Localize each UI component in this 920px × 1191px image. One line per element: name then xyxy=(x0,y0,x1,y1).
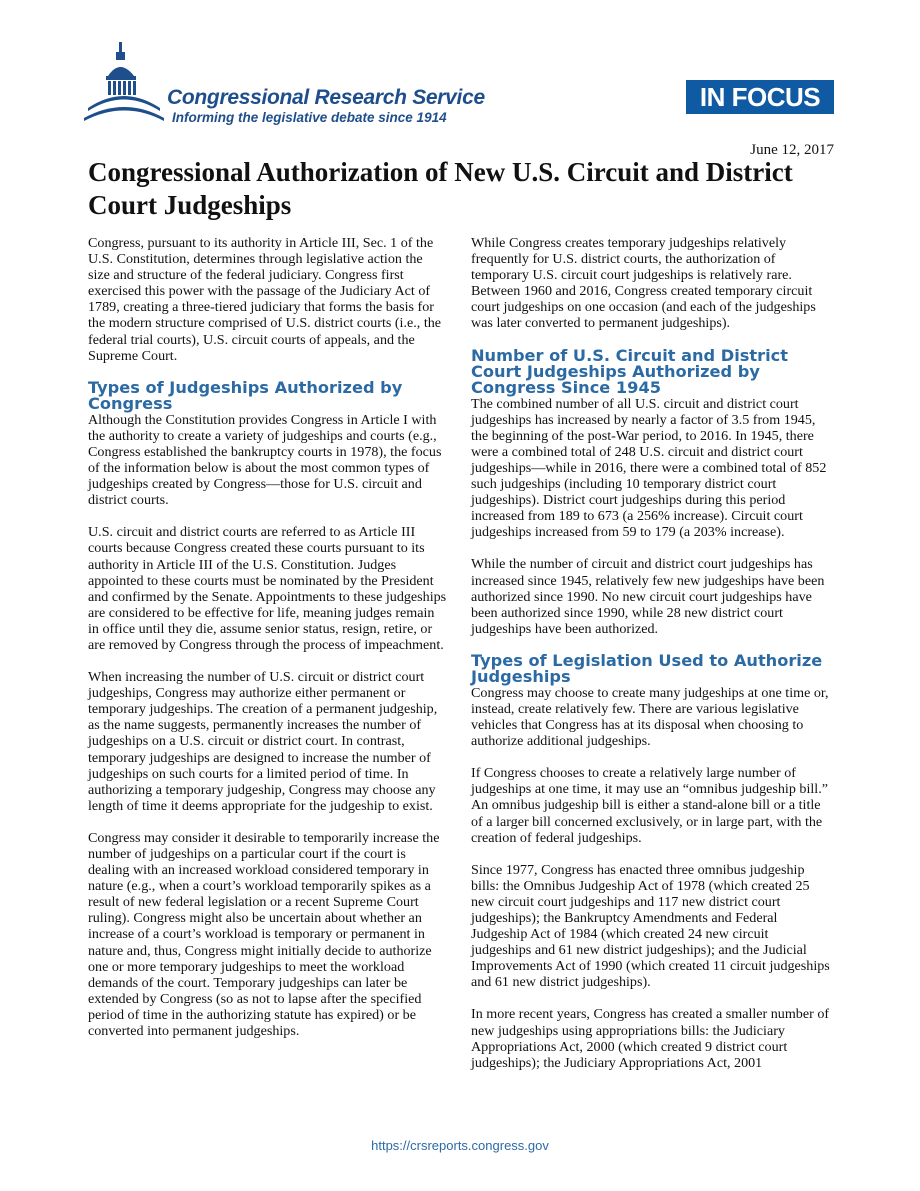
section-heading-number-of-judgeships: Number of U.S. Circuit and District Court Judgeships Authorized by Congress Since 1945 xyxy=(471,345,789,397)
body-paragraph: While the number of circuit and district court judgeships has increased since 1945, relatively few new judgeships have been authorized since 1990. No new circuit court judgeships have been authorized since 1990, while 28 new district court judgeships have been authorized. xyxy=(471,556,825,637)
body-paragraph: When increasing the number of U.S. circuit or district court judgeships, Congress may authorize either permanent or temporary judgeships. The creation of a permanent judgeship, as the name suggests, permanently increases the number of judgeships on a U.S. circuit or district court. In contrast, temporary judgeships are designed to increase the number of judgeships on such courts for a limited period of time. In authorizing a temporary judgeship, Congress may choose any length of time it deems appropriate for the judgeship to exist. xyxy=(88,669,438,814)
body-paragraph: Congress may choose to create many judgeships at one time or, instead, create relatively few. There are various legislative vehicles that Congress has at its disposal when choosing to authorize additional judgeships. xyxy=(471,684,829,750)
body-paragraph: While Congress creates temporary judgeships relatively frequently for U.S. district courts, the authorization of temporary U.S. circuit court judgeships is relatively rare. Between 1960 and 2016, Congress created temporary circuit court judgeships on one occasion (and each of the judgeships was later converted to permanent judgeships). xyxy=(471,235,816,332)
publication-date: June 12, 2017 xyxy=(750,142,834,158)
right-column xyxy=(471,235,831,1087)
section-heading-types-of-judgeships: Types of Judgeships Authorized by Congress xyxy=(88,377,403,413)
body-paragraph: U.S. circuit and district courts are referred to as Article III courts because Congress created these courts pursuant to its authority in Article III of the U.S. Constitution. Judges appointed to these courts must be nominated by the President and confirmed by the Senate. Appointments to these judgeships are considered to be effective for life, meaning judges remain in office until they die, assume senior status, resign, retire, or are removed by Congress through the process of impeachment. xyxy=(88,524,447,653)
body-paragraph: The combined number of all U.S. circuit and district court judgeships has increased by nearly a factor of 3.5 from 1945, the beginning of the post-War period, to 2016. In 1945, there were a combined total of 248 U.S. circuit and district court judgeships—while in 2016, there were a combined total of 852 such judgeships (including 10 temporary district court judgeships). District court judgeships during this period increased from 189 to 673 (a 256% increase). Circuit court judgeships increased from 59 to 179 (a 203% increase). xyxy=(471,395,827,541)
body-paragraph: Since 1977, Congress has enacted three omnibus judgeship bills: the Omnibus Judgeship Act of 1978 (which created 25 new circuit court judgeships and 117 new district court judgeships); the Bankruptcy Amendments and Federal Judgeship Act of 1984 (which created 24 new circuit judgeships and 61 new district judgeships); and the Judicial Improvements Act of 1990 (which created 11 circuit judgeships and 61 new district judgeships). xyxy=(471,861,830,991)
in-focus-badge: IN FOCUS xyxy=(686,80,834,114)
left-column xyxy=(88,235,448,1055)
footer-url-link[interactable]: https://crsreports.congress.gov xyxy=(371,1138,549,1153)
org-name: Congressional Research Service xyxy=(167,86,485,109)
intro-paragraph: Congress, pursuant to its authority in Article III, Sec. 1 of the U.S. Constitution, determines through legislative action the size and structure of the federal judiciary. Congress first exercised this power with the passage of the Judiciary Act of 1789, creating a three-tiered judiciary that forms the basis for the modern structure comprised of U.S. district courts (i.e., the federal trial courts), U.S. circuit courts of appeals, and the Supreme Court. xyxy=(88,235,442,364)
body-paragraph: Although the Constitution provides Congress in Article I with the authority to create a variety of judgeships and courts (e.g., Congress established the bankruptcy courts in 1978), the focus of the information below is about the most common types of judgeships created by Congress—those for U.S. circuit and district courts. xyxy=(88,411,442,509)
body-paragraph: Congress may consider it desirable to temporarily increase the number of judgeships on a particular court if the court is dealing with an increased workload considered temporary in nature (e.g., when a court’s workload temporarily spikes as a result of new federal legislation or a recent Supreme Court ruling). Congress might also be uncertain about whether an increase of a court’s workload is temporary or permanent in nature and, thus, Congress might initially decide to authorize one or more temporary judgeships to meet the workload demands of the court. Temporary judgeships can later be extended by Congress (so as not to lapse after the specified period of time in the authorizing statute has expired) or be converted into permanent judgeships. xyxy=(88,829,440,1040)
body-paragraph: If Congress chooses to create a relatively large number of judgeships at one time, it may use an “omnibus judgeship bill.” An omnibus judgeship bill is either a stand-alone bill or a title of a larger bill concerned exclusively, or in large part, with the creation of federal judgeships. xyxy=(471,765,828,846)
capitol-dome-icon xyxy=(84,40,164,132)
section-heading-types-of-legislation: Types of Legislation Used to Authorize Judgeships xyxy=(471,650,823,686)
org-tagline: Informing the legislative debate since 1914 xyxy=(172,110,447,125)
body-paragraph: In more recent years, Congress has created a smaller number of new judgeships using appropriations bills: the Judiciary Appropriations Act, 2000 (which created 9 district court judgeships); the Judiciary Appropriations Act, 2001 xyxy=(471,1006,830,1071)
page-title: Congressional Authorization of New U.S. Circuit and District Court Judgeships xyxy=(88,157,793,220)
